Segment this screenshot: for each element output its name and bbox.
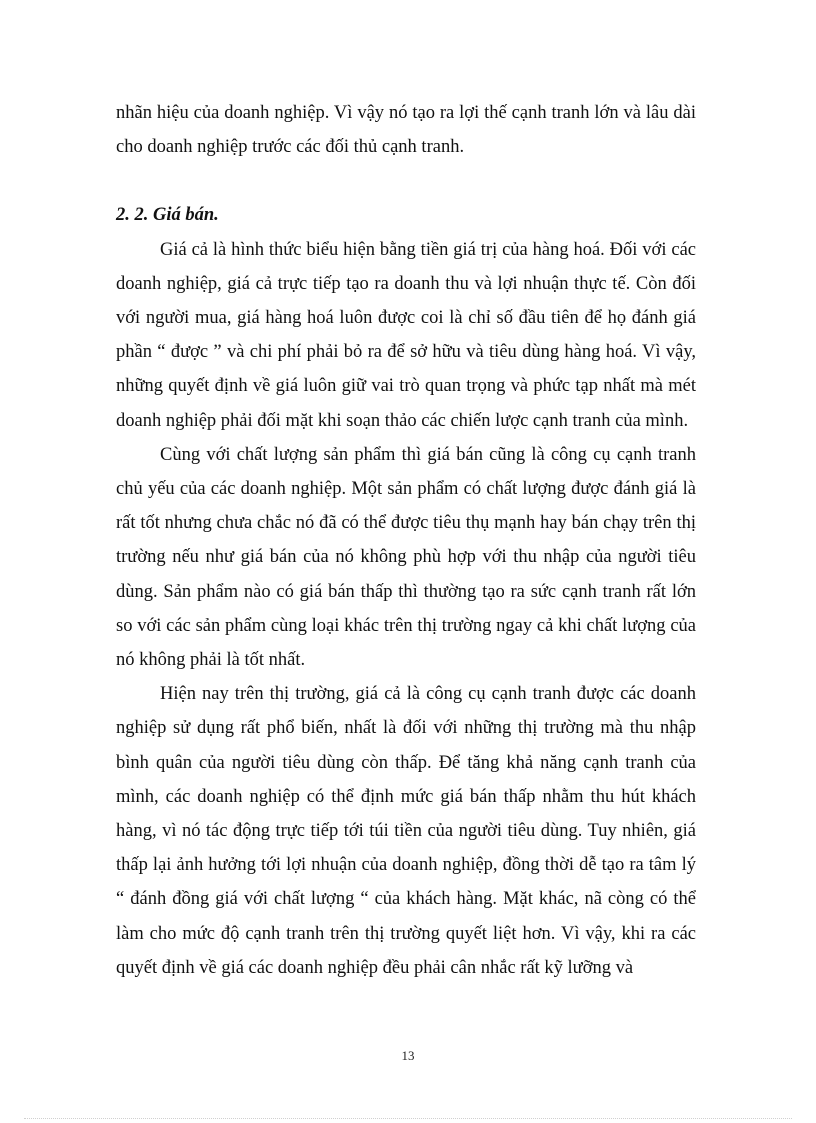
page-bottom-divider: [24, 1118, 792, 1119]
paragraph-price-market: Hiện nay trên thị trường, giá cả là công cụ cạnh tranh được các doanh nghiệp sử dụng rất phổ biến, nhất là đối với những thị trường mà thu nhập bình quân của người tiêu dùng còn thấp. Để tăng khả năng cạnh tranh của mình, các doanh nghiệp có thể định mức giá bán thấp nhằm thu hút khách hàng, vì nó tác động trực tiếp tới túi tiền của người tiêu dùng. Tuy nhiên, giá thấp lại ảnh hưởng tới lợi nhuận của doanh nghiệp, đồng thời dễ tạo ra tâm lý “ đánh đồng giá với chất lượng “ của khách hàng. Mặt khác, nã còng có thể làm cho mức độ cạnh tranh trên thị trường quyết liệt hơn. Vì vậy, khi ra các quyết định về giá các doanh nghiệp đều phải cân nhắc rất kỹ lưỡng và: [116, 684, 696, 978]
paragraph-price-definition: Giá cả là hình thức biểu hiện bằng tiền giá trị của hàng hoá. Đối với các doanh nghiệp, giá cả trực tiếp tạo ra doanh thu và lợi nhuận thực tế. Còn đối với người mua, giá hàng hoá luôn được coi là chỉ số đầu tiên để họ đánh giá phần “ được ” và chi phí phải bỏ ra để sở hữu và tiêu dùng hàng hoá. Vì vậy, những quyết định về giá luôn giữ vai trò quan trọng và phức tạp nhất mà mét doanh nghiệp phải đối mặt khi soạn thảo các chiến lược cạnh tranh của mình.: [116, 239, 696, 431]
page-body: [116, 96, 696, 985]
section-heading: 2. 2. Giá bán.: [116, 205, 219, 226]
continued-paragraph: nhãn hiệu của doanh nghiệp. Vì vậy nó tạo ra lợi thế cạnh tranh lớn và lâu dài cho doanh nghiệp trước các đối thủ cạnh tranh.: [116, 103, 696, 158]
paragraph-price-competition: Cùng với chất lượng sản phẩm thì giá bán cũng là công cụ cạnh tranh chủ yếu của các doanh nghiệp. Một sản phẩm có chất lượng được đánh giá là rất tốt nhưng chưa chắc nó đã có thể được tiêu thụ mạnh hay bán chạy trên thị trường nếu như giá bán của nó không phù hợp với thu nhập của người tiêu dùng. Sản phẩm nào có giá bán thấp thì thường tạo ra sức cạnh tranh rất lớn so với các sản phẩm cùng loại khác trên thị trường ngay cả khi chất lượng của nó không phải là tốt nhất.: [116, 444, 696, 671]
page-number: 13: [401, 1048, 415, 1063]
